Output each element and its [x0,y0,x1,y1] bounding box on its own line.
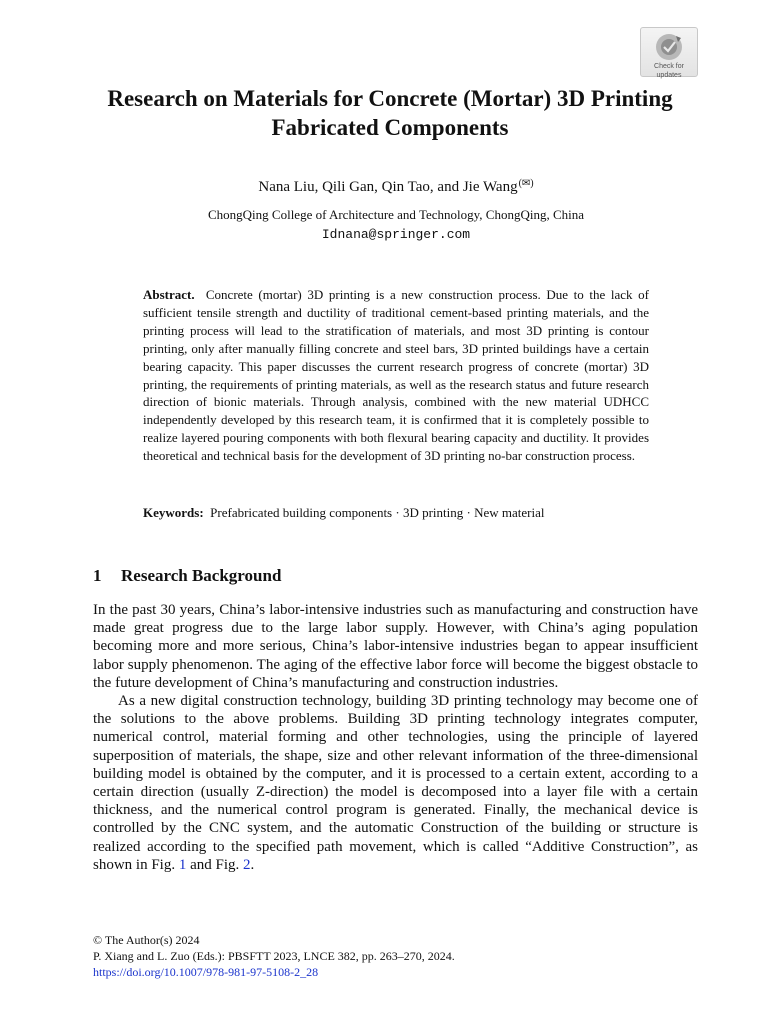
abstract [143,286,649,465]
body-text [93,601,698,874]
check-for-updates-badge[interactable] [640,27,698,77]
abstract-label: Abstract. [143,287,195,302]
affiliation: ChongQing College of Architecture and Technology, ChongQing, China [207,207,585,222]
corresponding-author-envelope-icon[interactable]: (✉) [518,178,534,189]
paper-title: Research on Materials for Concrete (Mortar) 3D Printing Fabricated Components [107,86,673,140]
citation: P. Xiang and L. Zuo (Eds.): PBSFTT 2023, LNCE 382, pp. 263–270, 2024. [93,949,455,963]
figure-1-link[interactable]: 1 [178,856,187,873]
paragraph-1: In the past 30 years, China’s labor-intensive industries such as manufacturing and construction have made great progress due to the large labor supply. However, with China’s aging population becoming more and more serious, China’s labor-intensive industries began to appear insufficient labor supply phenomenon. The aging of the effective labor force will become the biggest obstacle to the future development of China’s manufacturing and construction industries. [93,602,698,691]
keywords-label: Keywords: [143,505,204,520]
footer [93,932,455,980]
paragraph-2-mid: and Fig. [186,856,244,873]
badge-label-line2: updates [656,72,682,79]
check-for-updates-icon [654,32,684,62]
section-heading [93,565,281,587]
badge-label-line1: Check for [654,63,684,70]
author-list [60,175,732,196]
copyright-notice: © The Author(s) 2024 [93,933,200,947]
author-email[interactable]: Idnana@springer.com [321,227,471,242]
keywords-text: Prefabricated building components · 3D printing · New material [210,505,545,520]
abstract-text: Concrete (mortar) 3D printing is a new construction process. Due to the lack of sufficient tensile strength and ductility of traditional cement-based printing materials, and the printing process will lead to the stratification of materials, and most 3D printing is contour printing, only after manually filling concrete and steel bars, 3D printed buildings have a certain bearing capacity. This paper discusses the current research progress of concrete (mortar) 3D printing, the requirements of printing materials, as well as the research status and future research direction of bionic materials. Through analysis, combined with the new material UDHCC independently developed by this research team, it is confirmed that it is completely possible to realize layered pouring components with both flexural bearing capacity and ductility. It provides theoretical and technical basis for the development of 3D printing no-bar construction process. [143,287,649,464]
paragraph-2-end: . [250,856,255,873]
figure-2-link[interactable]: 2 [243,856,251,873]
section-number: 1 [93,566,102,585]
doi-link[interactable]: https://doi.org/10.1007/978-981-97-5108-2_28 [93,965,319,979]
keywords [143,504,649,521]
paragraph-2-text: As a new digital construction technology, building 3D printing technology may become one of the solutions to the above problems. Building 3D printing technology integrates computer, numerical control, material forming and other technologies, using the principle of layered superposition of materials, the shape, size and other relevant information of the three-dimensional building model is obtained by the computer, and it is processed to a certain extent, according to a certain direction (usually Z-direction) the model is decomposed into a layer file with a certain thickness, and the numerical control program is generated. Finally, the mechanical device is controlled by the CNC system, and the automatic Construction of the building or structure is realized according to the specified path movement, which is called “Additive Construction”, as shown in Fig. [93,693,698,873]
paragraph-2 [93,692,698,874]
section-title: Research Background [121,566,282,585]
author-names: Nana Liu, Qili Gan, Qin Tao, and Jie Wang [258,179,518,195]
